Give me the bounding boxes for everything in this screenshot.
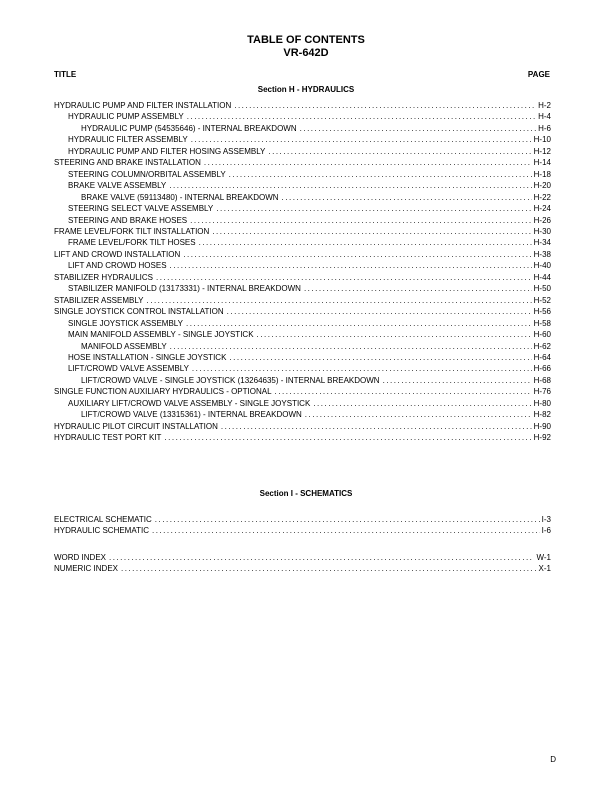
toc-entry-page: H-18: [533, 169, 551, 179]
toc-entry: [54, 123, 551, 134]
toc-entry-title: HYDRAULIC TEST PORT KIT: [54, 433, 162, 443]
dot-leader: [310, 398, 531, 409]
toc-entry-page: H-92: [533, 433, 551, 443]
dot-leader: [231, 100, 536, 111]
toc-entry: [54, 134, 551, 145]
dot-leader: [187, 215, 532, 226]
dot-leader: [180, 249, 531, 260]
dot-leader: [265, 146, 531, 157]
dot-leader: [272, 386, 532, 397]
toc-entry-title: HYDRAULIC FILTER ASSEMBLY: [68, 135, 188, 145]
toc-entry: [54, 329, 551, 340]
toc-entry-title: NUMERIC INDEX: [54, 564, 119, 574]
dot-leader: [161, 432, 531, 443]
toc-entry-title: STABILIZER HYDRAULICS: [54, 272, 153, 282]
toc-entry: [54, 215, 551, 226]
toc-entry-page: H-30: [533, 226, 551, 236]
dot-leader: [189, 363, 532, 374]
toc-entry-page: H-10: [533, 135, 551, 145]
toc-entry-page: H-64: [533, 352, 551, 362]
toc-entry-title: MANIFOLD ASSEMBLY: [81, 341, 167, 351]
toc-entry-title: FRAME LEVEL/FORK TILT HOSES: [68, 238, 196, 248]
document-model-number: VR-642D: [283, 47, 329, 59]
toc-entry: [54, 525, 551, 536]
section-i-heading: Section I - SCHEMATICS: [259, 489, 353, 498]
dot-leader: [167, 260, 532, 271]
toc-entry-title: STEERING AND BRAKE INSTALLATION: [54, 158, 201, 168]
toc-entry-page: H-34: [533, 238, 551, 248]
toc-entry-title: STABILIZER ASSEMBLY: [54, 295, 144, 305]
toc-entry-title: STEERING AND BRAKE HOSES: [68, 215, 188, 225]
toc-entry-title: HOSE INSTALLATION - SINGLE JOYSTICK: [68, 352, 227, 362]
page-title: TABLE OF CONTENTS: [247, 34, 365, 46]
toc-entry: [54, 563, 551, 574]
toc-entry-page: H-38: [533, 249, 551, 259]
dot-leader: [196, 237, 532, 248]
toc-entry-page: H-52: [533, 295, 551, 305]
toc-entry-title: HYDRAULIC PILOT CIRCUIT INSTALLATION: [54, 421, 218, 431]
toc-entry-title: SINGLE JOYSTICK CONTROL INSTALLATION: [54, 307, 224, 317]
toc-entry-page: I-6: [541, 526, 551, 536]
toc-entry: [54, 386, 551, 397]
toc-entry-page: H-62: [533, 341, 551, 351]
dot-leader: [297, 123, 536, 134]
toc-entry-title: BRAKE VALVE ASSEMBLY: [68, 181, 167, 191]
toc-entry: [54, 157, 551, 168]
dot-leader: [167, 341, 532, 352]
dot-leader: [183, 318, 532, 329]
toc-entry-page: H-60: [533, 330, 551, 340]
toc-entry-title: LIFT/CROWD VALVE - SINGLE JOYSTICK (13264635) - INTERNAL BREAKDOWN: [81, 375, 380, 385]
dot-leader: [226, 352, 531, 363]
toc-entry-title: LIFT AND CROWD INSTALLATION: [54, 249, 181, 259]
toc-entry-page: H-76: [533, 387, 551, 397]
toc-entry: [54, 146, 551, 157]
toc-entry: [54, 100, 551, 111]
toc-entry-page: H-14: [533, 158, 551, 168]
page-letter: D: [550, 755, 556, 764]
dot-leader: [166, 180, 531, 191]
dot-leader: [188, 134, 532, 145]
title-column-heading: TITLE: [54, 70, 77, 79]
dot-leader: [254, 329, 532, 340]
dot-leader: [201, 157, 532, 168]
dot-leader: [302, 409, 532, 420]
toc-entry: [54, 111, 551, 122]
toc-entry-title: STEERING SELECT VALVE ASSEMBLY: [68, 204, 214, 214]
toc-entry-page: H-2: [538, 101, 551, 110]
dot-leader: [224, 306, 532, 317]
dot-leader: [380, 375, 532, 386]
toc-entry-title: STABILIZER MANIFOLD (13173331) - INTERNAL BREAKDOWN: [68, 284, 301, 294]
toc-entry: [54, 352, 551, 363]
toc-entry: [54, 432, 551, 443]
toc-entry-page: I-3: [541, 515, 551, 524]
toc-entry: [54, 514, 551, 525]
toc-entry: [54, 306, 551, 317]
toc-entry: [54, 375, 551, 386]
dot-leader: [152, 514, 540, 525]
toc-entry-page: H-80: [533, 398, 551, 408]
dot-leader: [153, 272, 532, 283]
toc-entry-title: HYDRAULIC PUMP ASSEMBLY: [68, 112, 184, 122]
toc-entry: [54, 192, 551, 203]
toc-entry-page: H-90: [533, 421, 551, 431]
toc-entry: [54, 363, 551, 374]
toc-entry-title: LIFT AND CROWD HOSES: [68, 261, 167, 271]
toc-entry-page: H-56: [533, 307, 551, 317]
section-h-list: [54, 100, 551, 444]
dot-leader: [118, 563, 537, 574]
toc-entry-title: HYDRAULIC PUMP AND FILTER HOSING ASSEMBLY: [68, 146, 266, 156]
toc-entry-title: WORD INDEX: [54, 553, 106, 562]
toc-entry-page: H-66: [533, 364, 551, 374]
toc-entry-page: H-22: [533, 192, 551, 202]
toc-entry-title: HYDRAULIC SCHEMATIC: [54, 526, 149, 536]
toc-entry-page: H-24: [533, 204, 551, 214]
toc-entry-title: HYDRAULIC PUMP AND FILTER INSTALLATION: [54, 101, 232, 110]
dot-leader: [209, 226, 531, 237]
dot-leader: [144, 295, 532, 306]
toc-entry-page: H-50: [533, 284, 551, 294]
toc-entry-title: LIFT/CROWD VALVE ASSEMBLY: [68, 364, 189, 374]
toc-entry: [54, 398, 551, 409]
toc-entry-title: MAIN MANIFOLD ASSEMBLY - SINGLE JOYSTICK: [68, 330, 254, 340]
toc-entry: [54, 295, 551, 306]
dot-leader: [149, 525, 540, 536]
dot-leader: [226, 169, 532, 180]
toc-entry-title: HYDRAULIC PUMP (54535646) - INTERNAL BREAKDOWN: [81, 123, 297, 133]
dot-leader: [301, 283, 532, 294]
toc-entry: [54, 260, 551, 271]
toc-entry: [54, 318, 551, 329]
toc-entry-page: H-58: [533, 318, 551, 328]
toc-entry-title: SINGLE FUNCTION AUXILIARY HYDRAULICS - OPTIONAL: [54, 387, 272, 397]
toc-entry: [54, 237, 551, 248]
toc-entry-page: H-12: [533, 146, 551, 156]
toc-entry-title: BRAKE VALVE (59113480) - INTERNAL BREAKDOWN: [81, 192, 279, 202]
toc-entry-page: H-4: [538, 112, 551, 122]
toc-entry-page: X-1: [538, 564, 551, 574]
toc-entry: [54, 421, 551, 432]
toc-entry: [54, 552, 551, 563]
dot-leader: [213, 203, 531, 214]
toc-entry-title: AUXILIARY LIFT/CROWD VALVE ASSEMBLY - SINGLE JOYSTICK: [68, 398, 311, 408]
toc-entry: [54, 249, 551, 260]
toc-entry-page: H-20: [533, 181, 551, 191]
toc-entry-page: H-82: [533, 410, 551, 420]
toc-entry-title: LIFT/CROWD VALVE (13315361) - INTERNAL BREAKDOWN: [81, 410, 302, 420]
index-list: [54, 552, 551, 575]
toc-entry-title: SINGLE JOYSTICK ASSEMBLY: [68, 318, 183, 328]
toc-entry: [54, 409, 551, 420]
toc-entry-page: H-44: [533, 272, 551, 282]
toc-entry-title: FRAME LEVEL/FORK TILT INSTALLATION: [54, 226, 210, 236]
dot-leader: [218, 421, 532, 432]
toc-entry: [54, 203, 551, 214]
toc-entry-page: H-26: [533, 215, 551, 225]
dot-leader: [106, 552, 534, 563]
toc-entry-page: W-1: [536, 553, 551, 562]
toc-entry-page: H-68: [533, 375, 551, 385]
toc-entry: [54, 180, 551, 191]
toc-entry: [54, 169, 551, 180]
toc-entry-page: H-6: [538, 123, 551, 133]
dot-leader: [184, 111, 536, 122]
toc-entry: [54, 272, 551, 283]
toc-entry: [54, 341, 551, 352]
toc-entry-title: ELECTRICAL SCHEMATIC: [54, 515, 152, 524]
toc-entry-title: STEERING COLUMN/ORBITAL ASSEMBLY: [68, 169, 226, 179]
toc-entry-page: H-40: [533, 261, 551, 271]
section-h-heading: Section H - HYDRAULICS: [257, 85, 355, 94]
dot-leader: [279, 192, 532, 203]
section-i-list: [54, 514, 551, 537]
toc-entry: [54, 283, 551, 294]
toc-entry: [54, 226, 551, 237]
page-column-heading: PAGE: [527, 70, 550, 79]
